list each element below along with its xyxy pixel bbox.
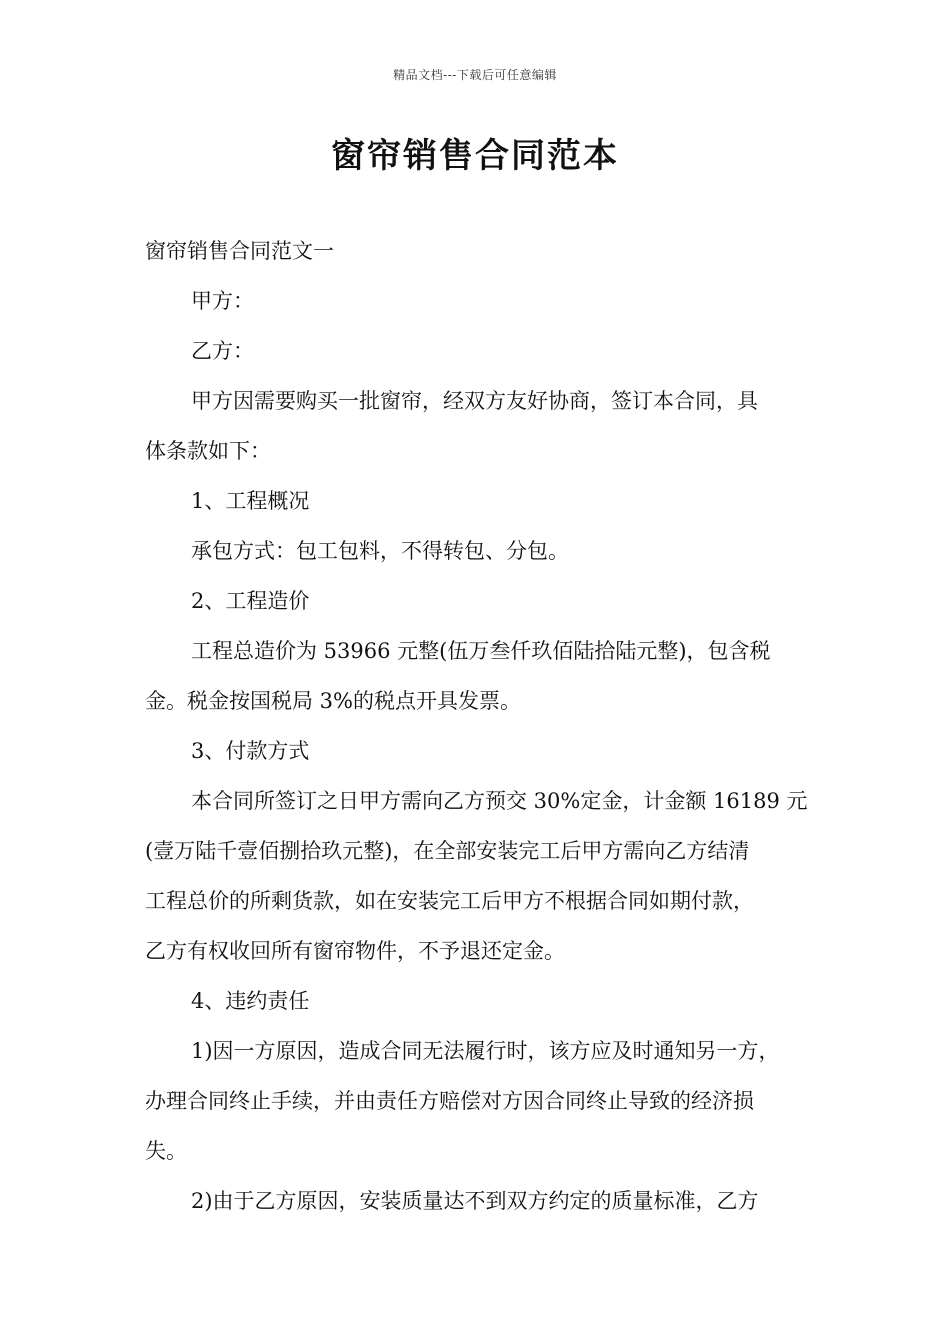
- paragraph-line: 承包方式：包工包料，不得转包、分包。: [191, 539, 569, 563]
- paragraph-line: 工程总价的所剩货款，如在安装完工后甲方不根据合同如期付款，: [145, 889, 754, 913]
- paragraph-line: 乙方有权收回所有窗帘物件，不予退还定金。: [145, 939, 565, 963]
- paragraph-line: 工程总造价为 53966 元整(伍万叁仟玖佰陆拾陆元整)，包含税: [191, 639, 771, 663]
- paragraph-line: 失。: [145, 1139, 187, 1163]
- section-heading: 3、付款方式: [191, 739, 310, 763]
- paragraph-line: 办理合同终止手续，并由责任方赔偿对方因合同终止导致的经济损: [145, 1089, 754, 1113]
- paragraph-line: 2)由于乙方原因，安装质量达不到双方约定的质量标准，乙方: [191, 1189, 759, 1213]
- paragraph-line: 甲方因需要购买一批窗帘，经双方友好协商，签订本合同，具: [191, 389, 758, 413]
- paragraph-line: 体条款如下：: [145, 439, 271, 463]
- section-heading: 4、违约责任: [191, 989, 310, 1013]
- document-title: 窗帘销售合同范本: [331, 136, 619, 176]
- document-body: [145, 226, 810, 1226]
- section-heading: 1、工程概况: [191, 489, 310, 513]
- header-note: 精品文档---下载后可任意编辑: [393, 68, 557, 82]
- paragraph-line: (壹万陆千壹佰捌拾玖元整)，在全部安装完工后甲方需向乙方结清: [145, 839, 750, 863]
- paragraph-line: 1)因一方原因，造成合同无法履行时，该方应及时通知另一方，: [191, 1039, 780, 1063]
- paragraph-line: 窗帘销售合同范文一: [145, 239, 334, 263]
- paragraph-line: 金。税金按国税局 3%的税点开具发票。: [145, 689, 521, 713]
- section-heading: 2、工程造价: [191, 589, 310, 613]
- paragraph-line: 甲方：: [191, 289, 254, 313]
- paragraph-line: 乙方：: [191, 339, 254, 363]
- paragraph-line: 本合同所签订之日甲方需向乙方预交 30%定金，计金额 16189 元: [191, 789, 808, 813]
